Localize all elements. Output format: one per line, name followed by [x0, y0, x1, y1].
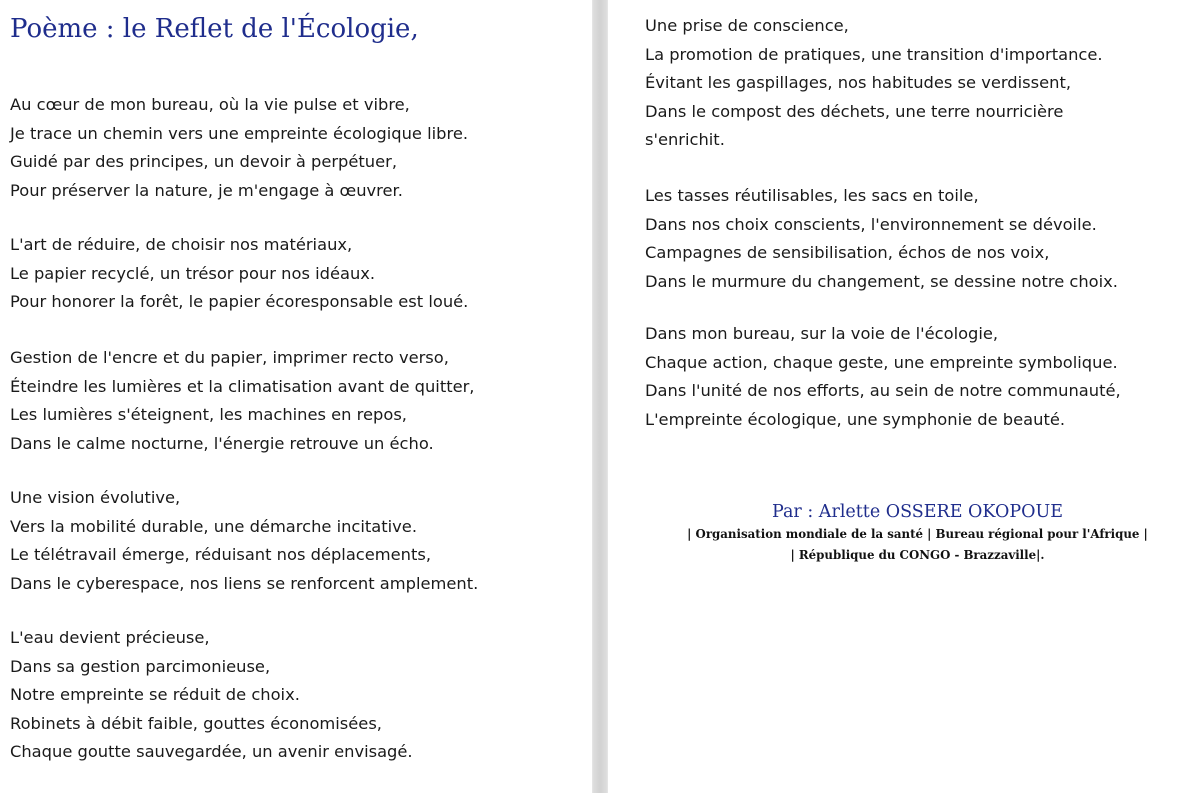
- author-name: Par : Arlette OSSERE OKOPOUE: [772, 502, 1063, 522]
- poem-line: Une prise de conscience,: [645, 16, 849, 35]
- poem-line: Robinets à débit faible, gouttes économisées,: [10, 713, 382, 733]
- stanza-7: [645, 182, 1118, 296]
- poem-line: Pour préserver la nature, je m'engage à œuvrer.: [10, 180, 403, 200]
- poem-line: Notre empreinte se réduit de choix.: [10, 685, 300, 704]
- poem-line: Gestion de l'encre et du papier, imprimer recto verso,: [10, 348, 449, 367]
- poem-line: Au cœur de mon bureau, où la vie pulse et vibre,: [10, 95, 410, 114]
- stanza-8: [645, 320, 1121, 434]
- poem-line: La promotion de pratiques, une transition d'importance.: [645, 44, 1103, 64]
- poem-line: Évitant les gaspillages, nos habitudes se verdissent,: [645, 73, 1071, 92]
- poem-line: s'enrichit.: [645, 130, 725, 149]
- stanza-5: [10, 624, 413, 767]
- poem-line: Les tasses réutilisables, les sacs en toile,: [645, 186, 979, 205]
- poem-line: Dans sa gestion parcimonieuse,: [10, 656, 271, 676]
- affiliation-line: | Organisation mondiale de la santé | Bureau régional pour l'Afrique |: [687, 527, 1148, 541]
- poem-line: Le télétravail émerge, réduisant nos déplacements,: [10, 545, 432, 564]
- poem-line: Chaque action, chaque geste, une empreinte symbolique.: [645, 352, 1118, 372]
- stanza-3: [10, 344, 474, 458]
- signature-block: [645, 500, 1190, 566]
- left-page: [0, 0, 592, 793]
- poem-line: L'art de réduire, de choisir nos matériaux,: [10, 235, 353, 254]
- stanza-1: [10, 91, 468, 205]
- page-gutter: [592, 0, 608, 793]
- stanza-4: [10, 484, 478, 598]
- poem-line: Dans le compost des déchets, une terre nourricière: [645, 101, 1064, 121]
- poem-line: Dans nos choix conscients, l'environnement se dévoile.: [645, 214, 1097, 234]
- poem-title: Poème : le Reflet de l'Écologie,: [10, 14, 419, 44]
- poem-line: L'eau devient précieuse,: [10, 628, 210, 647]
- poem-line: Une vision évolutive,: [10, 488, 181, 507]
- affiliation-line: | République du CONGO - Brazzaville|.: [790, 548, 1045, 562]
- poem-line: Chaque goutte sauvegardée, un avenir envisagé.: [10, 742, 413, 761]
- poem-line: Le papier recyclé, un trésor pour nos idéaux.: [10, 263, 376, 283]
- poem-line: Guidé par des principes, un devoir à perpétuer,: [10, 152, 397, 171]
- poem-line: Pour honorer la forêt, le papier écoresponsable est loué.: [10, 292, 469, 311]
- poem-line: Campagnes de sensibilisation, échos de nos voix,: [645, 243, 1050, 262]
- poem-line: Dans le murmure du changement, se dessine notre choix.: [645, 271, 1118, 291]
- right-page: [608, 0, 1200, 793]
- poem-line: L'empreinte écologique, une symphonie de beauté.: [645, 409, 1066, 429]
- poem-line: Dans le calme nocturne, l'énergie retrouve un écho.: [10, 433, 434, 453]
- stanza-6: [645, 12, 1103, 155]
- poem-line: Vers la mobilité durable, une démarche incitative.: [10, 516, 417, 536]
- stanza-2: [10, 231, 468, 317]
- poem-line: Dans le cyberespace, nos liens se renforcent amplement.: [10, 573, 479, 593]
- poem-line: Les lumières s'éteignent, les machines en repos,: [10, 405, 407, 424]
- poem-line: Je trace un chemin vers une empreinte écologique libre.: [10, 123, 469, 143]
- poem-line: Dans mon bureau, sur la voie de l'écologie,: [645, 324, 999, 343]
- poem-line: Dans l'unité de nos efforts, au sein de notre communauté,: [645, 381, 1121, 400]
- poem-line: Éteindre les lumières et la climatisation avant de quitter,: [10, 376, 475, 396]
